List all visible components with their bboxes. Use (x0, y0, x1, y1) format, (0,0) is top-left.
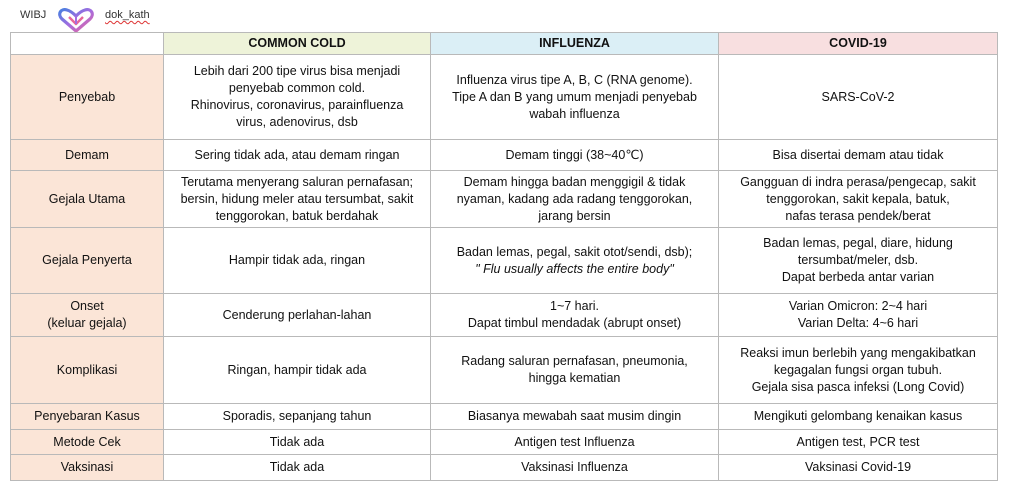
cell-cold: Sporadis, sepanjang tahun (164, 404, 431, 430)
cell-covid: Antigen test, PCR test (719, 430, 998, 455)
row-label-vaksinasi: Vaksinasi (11, 455, 164, 481)
cell-covid: Badan lemas, pegal, diare, hidung tersumbat/meler, dsb. Dapat berbeda antar varian (719, 228, 998, 294)
table-row (11, 294, 998, 337)
row-label-gejala-utama: Gejala Utama (11, 171, 164, 228)
cell-flu: Badan lemas, pegal, sakit otot/sendi, dsb); " Flu usually affects the entire body" (431, 228, 719, 294)
cell-flu: Vaksinasi Influenza (431, 455, 719, 481)
row-label-demam: Demam (11, 140, 164, 171)
row-label-penyebab: Penyebab (11, 55, 164, 140)
cell-cold: Cenderung perlahan-lahan (164, 294, 431, 337)
heart-logo-icon (56, 7, 96, 33)
brand-left-text: WIBJ (20, 9, 47, 21)
row-label-gejala-penyerta: Gejala Penyerta (11, 228, 164, 294)
cell-covid: Bisa disertai demam atau tidak (719, 140, 998, 171)
table-row (11, 55, 998, 140)
header-influenza: INFLUENZA (431, 33, 719, 55)
cell-flu: Radang saluran pernafasan, pneumonia, hingga kematian (431, 337, 719, 404)
header-covid-19: COVID-19 (719, 33, 998, 55)
table-row (11, 455, 998, 481)
row-label-komplikasi: Komplikasi (11, 337, 164, 404)
cell-flu: Demam tinggi (38~40℃) (431, 140, 719, 171)
cell-flu: Demam hingga badan menggigil & tidak nyaman, kadang ada radang tenggorokan, jarang bersin (431, 171, 719, 228)
cell-cold: Tidak ada (164, 430, 431, 455)
row-label-penyebaran-kasus: Penyebaran Kasus (11, 404, 164, 430)
cell-cold: Lebih dari 200 tipe virus bisa menjadi penyebab common cold. Rhinovirus, coronavirus, parainfluenza virus, adenovirus, dsb (164, 55, 431, 140)
cell-cold: Tidak ada (164, 455, 431, 481)
cell-cold: Ringan, hampir tidak ada (164, 337, 431, 404)
corner-cell (11, 33, 164, 55)
table-row (11, 228, 998, 294)
cell-covid: Reaksi imun berlebih yang mengakibatkan kegagalan fungsi organ tubuh. Gejala sisa pasca infeksi (Long Covid) (719, 337, 998, 404)
table-row (11, 430, 998, 455)
top-bar (0, 0, 1009, 32)
header-common-cold: COMMON COLD (164, 33, 431, 55)
table-row (11, 140, 998, 171)
brand-right-text: dok_kath (105, 9, 150, 21)
cell-covid: Mengikuti gelombang kenaikan kasus (719, 404, 998, 430)
cell-covid: Varian Omicron: 2~4 hari Varian Delta: 4~6 hari (719, 294, 998, 337)
cell-flu: Antigen test Influenza (431, 430, 719, 455)
cell-covid: SARS-CoV-2 (719, 55, 998, 140)
row-label-metode-cek: Metode Cek (11, 430, 164, 455)
cell-flu: Biasanya mewabah saat musim dingin (431, 404, 719, 430)
cell-flu: 1~7 hari. Dapat timbul mendadak (abrupt onset) (431, 294, 719, 337)
cell-covid: Gangguan di indra perasa/pengecap, sakit tenggorokan, sakit kepala, batuk, nafas terasa pendek/berat (719, 171, 998, 228)
cell-cold: Hampir tidak ada, ringan (164, 228, 431, 294)
comparison-table (10, 32, 998, 481)
table-row (11, 171, 998, 228)
cell-flu: Influenza virus tipe A, B, C (RNA genome). Tipe A dan B yang umum menjadi penyebab wabah influenza (431, 55, 719, 140)
cell-cold: Terutama menyerang saluran pernafasan; bersin, hidung meler atau tersumbat, sakit tenggorokan, batuk berdahak (164, 171, 431, 228)
table-row (11, 337, 998, 404)
table-row (11, 404, 998, 430)
flu-quote: " Flu usually affects the entire body" (475, 261, 674, 276)
cell-covid: Vaksinasi Covid-19 (719, 455, 998, 481)
row-label-onset: Onset (keluar gejala) (11, 294, 164, 337)
cell-cold: Sering tidak ada, atau demam ringan (164, 140, 431, 171)
